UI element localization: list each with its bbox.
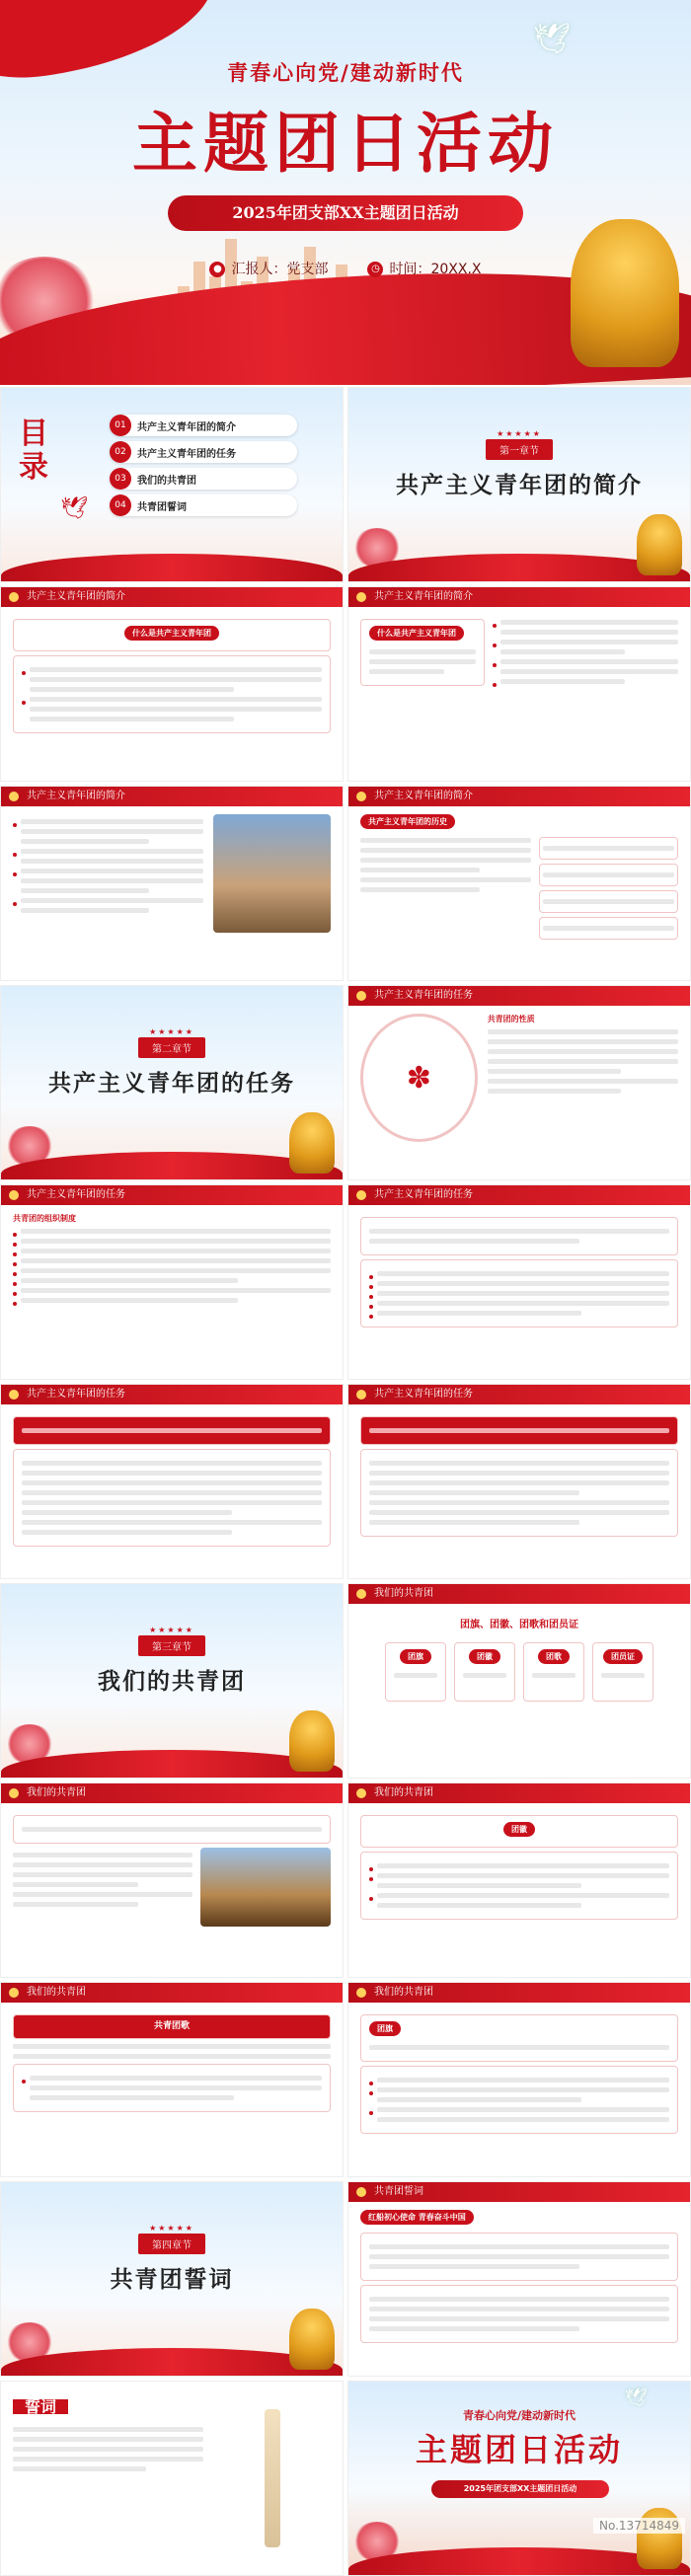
slide-header: 共产主义青年团的简介 xyxy=(1,787,343,806)
toc-title: 目录 xyxy=(19,417,48,485)
flag-label: 团旗 xyxy=(400,1649,431,1664)
section-title: 共青团誓词 xyxy=(110,2266,234,2293)
slide-header: 共产主义青年团的任务 xyxy=(1,1185,343,1205)
section-slide-3 xyxy=(0,1583,344,1779)
section-slide-1 xyxy=(347,387,691,582)
reporter-label: 汇报人：党支部 xyxy=(231,262,329,277)
golden-lion-decoration xyxy=(637,514,682,575)
content-slide xyxy=(347,786,691,981)
content-slide xyxy=(347,1982,691,2177)
slide-header: 共产主义青年团的任务 xyxy=(348,986,690,1006)
user-icon: ● xyxy=(209,262,225,277)
content-slide xyxy=(0,586,344,782)
section-title: 共产主义青年团的简介 xyxy=(396,472,643,498)
monument-decoration xyxy=(213,2399,331,2547)
toc-label: 我们的共青团 xyxy=(137,475,196,487)
golden-lion-decoration xyxy=(571,219,679,367)
toc-num: 03 xyxy=(110,468,131,490)
cover-title: 主题团日活动 xyxy=(132,105,559,182)
toc-label: 共青团誓词 xyxy=(137,501,187,513)
content-slide xyxy=(347,586,691,782)
slide-header: 共产主义青年团的任务 xyxy=(348,1385,690,1404)
golden-lion-decoration xyxy=(289,2309,335,2370)
task-heading: 共青团的组织制度 xyxy=(13,1214,76,1223)
stars-decoration: ★★★★★ xyxy=(149,2224,194,2233)
content-slide xyxy=(0,2381,344,2576)
toc-num: 01 xyxy=(110,415,131,436)
emblem-label: 团徽 xyxy=(469,1649,500,1664)
time-label: 时间：20XX.X xyxy=(389,262,482,277)
dove-icon: 🕊 xyxy=(60,496,88,521)
content-slide xyxy=(347,1583,691,1779)
closing-title: 主题团日活动 xyxy=(415,2431,623,2468)
content-slide xyxy=(347,1782,691,1978)
section-slide-4 xyxy=(0,2181,344,2377)
dove-icon: 🕊 xyxy=(625,2387,648,2408)
slide-header: 共产主义青年团的任务 xyxy=(1,1385,343,1404)
content-slide xyxy=(347,1184,691,1380)
section-tag: 第三章节 xyxy=(138,1635,205,1656)
cover-meta xyxy=(0,259,691,278)
content-slide xyxy=(0,1184,344,1380)
card-label: 团员证 xyxy=(603,1649,643,1664)
song-heading: 共青团歌 xyxy=(13,2014,331,2039)
toc-list xyxy=(110,410,297,521)
content-slide xyxy=(0,1782,344,1978)
song-label: 团歌 xyxy=(538,1649,570,1664)
clock-icon: ◷ xyxy=(367,262,383,277)
toc-num: 02 xyxy=(110,441,131,463)
slide-header: 我们的共青团 xyxy=(1,1983,343,2003)
section-slide-2 xyxy=(0,985,344,1180)
oath-title: 誓词 xyxy=(13,2399,68,2414)
toc-item[interactable] xyxy=(110,441,297,463)
section-tag: 第二章节 xyxy=(138,1037,205,1058)
slide-header: 共产主义青年团的任务 xyxy=(348,1185,690,1205)
toc-item[interactable] xyxy=(110,494,297,516)
content-slide xyxy=(347,1384,691,1579)
laurel-wreath-icon: ✽ xyxy=(360,1014,478,1142)
building-photo xyxy=(200,1848,331,1927)
toc-num: 04 xyxy=(110,494,131,516)
section-tag: 第一章节 xyxy=(486,439,553,460)
stars-decoration: ★★★★★ xyxy=(149,1626,194,1634)
content-slide xyxy=(347,2181,691,2377)
section-pill: 什么是共产主义青年团 xyxy=(369,626,464,641)
great-wall-photo xyxy=(213,814,331,933)
golden-lion-decoration xyxy=(289,1710,335,1772)
oath-box-title: 红船初心使命 青春奋斗中国 xyxy=(360,2210,474,2225)
closing-slide xyxy=(347,2381,691,2576)
toc-label: 共产主义青年团的简介 xyxy=(137,421,236,433)
emblems-heading: 团旗、团徽、团歌和团员证 xyxy=(460,1620,578,1630)
slide-header: 我们的共青团 xyxy=(1,1783,343,1803)
toc-label: 共产主义青年团的任务 xyxy=(137,448,236,460)
content-slide xyxy=(0,1982,344,2177)
section-pill: 共产主义青年团的历史 xyxy=(360,814,455,829)
slide-header: 我们的共青团 xyxy=(348,1783,690,1803)
content-slide xyxy=(0,786,344,981)
slide-header: 我们的共青团 xyxy=(348,1983,690,2003)
toc-item[interactable] xyxy=(110,415,297,436)
slide-header: 共产主义青年团的简介 xyxy=(348,587,690,607)
red-wave-decoration xyxy=(1,554,343,581)
toc-slide xyxy=(0,387,344,582)
section-pill: 什么是共产主义青年团 xyxy=(124,626,219,641)
watermark: No.13714849 xyxy=(593,2518,685,2534)
closing-subtitle-pill: 2025年团支部XX主题团日活动 xyxy=(431,2480,609,2498)
section-tag: 第四章节 xyxy=(138,2234,205,2254)
section-title: 我们的共青团 xyxy=(98,1668,246,1695)
slide-header: 共产主义青年团的简介 xyxy=(348,787,690,806)
cover-slogan: 青春心向党/建动新时代 xyxy=(227,60,464,85)
dove-icon: 🕊 xyxy=(533,22,572,56)
section-pill: 团徽 xyxy=(503,1822,535,1837)
content-slide xyxy=(0,1384,344,1579)
toc-item[interactable] xyxy=(110,468,297,490)
stars-decoration: ★★★★★ xyxy=(149,1027,194,1036)
task-heading: 共青团的性质 xyxy=(487,1015,535,1023)
slide-header: 共产主义青年团的简介 xyxy=(1,587,343,607)
stars-decoration: ★★★★★ xyxy=(497,429,542,438)
section-title: 共产主义青年团的任务 xyxy=(48,1070,295,1097)
content-slide xyxy=(347,985,691,1180)
section-pill: 团旗 xyxy=(369,2021,401,2036)
closing-slogan: 青春心向党/建动新时代 xyxy=(462,2409,576,2422)
cover-slide xyxy=(0,0,691,385)
slide-header: 我们的共青团 xyxy=(348,1584,690,1604)
golden-lion-decoration xyxy=(289,1112,335,1174)
slide-header: 共青团誓词 xyxy=(348,2182,690,2202)
cover-subtitle-pill: 2025年团支部XX主题团日活动 xyxy=(168,195,523,231)
